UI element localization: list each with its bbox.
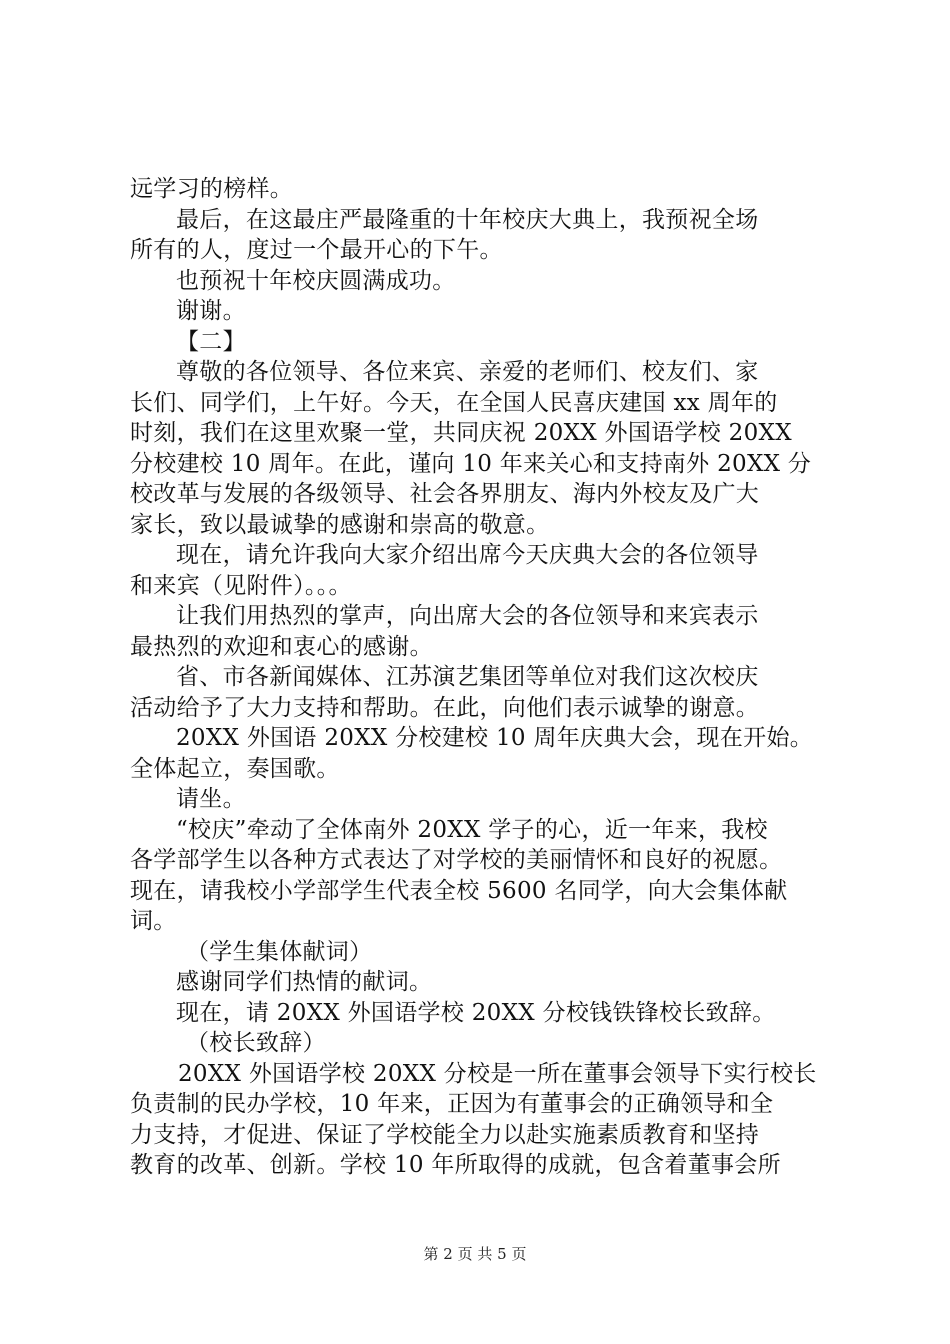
text-line: 20XX 外国语学校 20XX 分校是一所在董事会领导下实行校长 (178, 1060, 817, 1087)
text-line: 省、市各新闻媒体、江苏演艺集团等单位对我们这次校庆 (176, 664, 759, 690)
text-line: 谢谢。 (176, 298, 246, 324)
text-line: 教育的改革、创新。学校 10 年所取得的成就，包含着董事会所 (130, 1152, 781, 1178)
text-line: 活动给予了大力支持和帮助。在此，向他们表示诚挚的谢意。 (130, 694, 760, 721)
text-line: 分校建校 10 周年。在此，谨向 10 年来关心和支持南外 20XX 分 (130, 450, 812, 477)
text-line: “校庆”牵动了全体南外 20XX 学子的心，近一年来，我校 (176, 816, 768, 843)
text-line: 尊敬的各位领导、各位来宾、亲爱的老师们、校友们、家 (176, 359, 759, 385)
text-line: 现在，请允许我向大家介绍出席今天庆典大会的各位领导 (176, 542, 759, 568)
text-line: （学生集体献词） (186, 938, 373, 965)
text-line: 最后，在这最庄严最隆重的十年校庆大典上，我预祝全场 (176, 206, 759, 233)
text-line: 长们、同学们，上午好。今天，在全国人民喜庆建国 xx 周年的 (130, 389, 778, 416)
text-line: 感谢同学们热情的献词。 (176, 969, 433, 995)
text-line: 请坐。 (176, 786, 246, 812)
text-line: 现在，请 20XX 外国语学校 20XX 分校钱铁锋校长致辞。 (176, 999, 776, 1026)
text-line: 力支持，才促进、保证了学校能全力以赴实施素质教育和坚持 (130, 1121, 760, 1148)
text-line: 和来宾（见附件）。。。 (130, 572, 352, 599)
document-body (130, 174, 830, 1181)
text-line: 现在，请我校小学部学生代表全校 5600 名同学，向大会集体献 (130, 877, 788, 904)
section-heading: 【二】 (176, 328, 246, 355)
text-line: 词。 (130, 908, 177, 934)
text-line: 让我们用热烈的掌声，向出席大会的各位领导和来宾表示 (176, 603, 759, 629)
text-line: 也预祝十年校庆圆满成功。 (176, 267, 456, 294)
page-number-footer: 第 2 页 共 5 页 (423, 1245, 527, 1263)
text-line: 20XX 外国语 20XX 分校建校 10 周年庆典大会，现在开始。 (176, 725, 814, 751)
text-line: 远学习的榜样。 (130, 176, 294, 202)
text-line: 所有的人，度过一个最开心的下午。 (130, 237, 503, 263)
text-line: 家长，致以最诚挚的感谢和崇高的敬意。 (130, 511, 550, 538)
text-line: （校长致辞） (186, 1030, 326, 1056)
text-line: 全体起立，奏国歌。 (130, 755, 340, 782)
text-line: 时刻，我们在这里欢聚一堂，共同庆祝 20XX 外国语学校 20XX (130, 420, 792, 446)
text-line: 校改革与发展的各级领导、社会各界朋友、海内外校友及广大 (130, 481, 760, 507)
text-line: 各学部学生以各种方式表达了对学校的美丽情怀和良好的祝愿。 (130, 847, 783, 873)
text-line: 负责制的民办学校，10 年来，正因为有董事会的正确领导和全 (130, 1091, 774, 1117)
text-line: 最热烈的欢迎和衷心的感谢。 (130, 633, 433, 660)
